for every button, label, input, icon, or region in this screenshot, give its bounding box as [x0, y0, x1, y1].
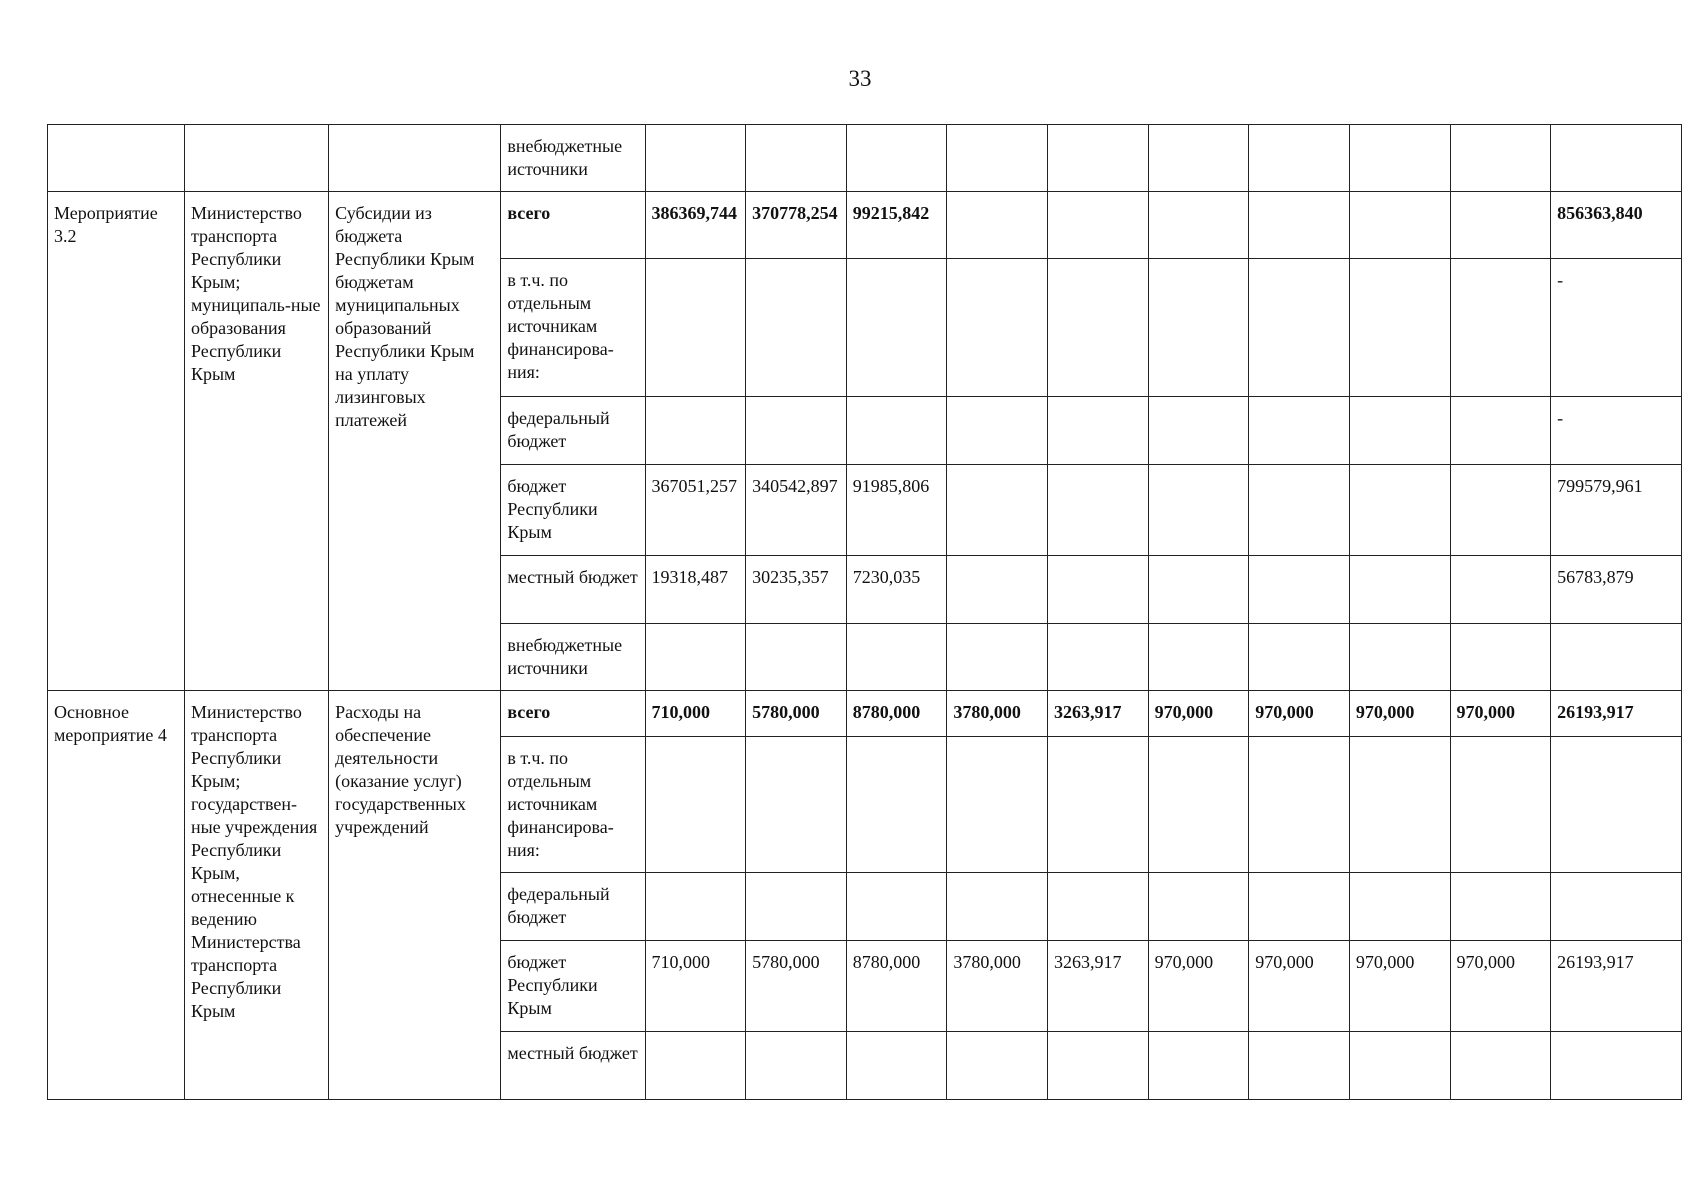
value-cell: 3263,917 [1048, 691, 1149, 737]
financing-table [47, 124, 1682, 1100]
value-cell: 3780,000 [947, 941, 1048, 1032]
source-label: местный бюджет [501, 1032, 645, 1100]
sum-cell: - [1551, 397, 1682, 465]
value-cell: 970,000 [1249, 941, 1350, 1032]
sum-cell: 856363,840 [1551, 192, 1682, 259]
sum-cell: 26193,917 [1551, 941, 1682, 1032]
table-row [48, 125, 1682, 192]
value-cell: 710,000 [645, 941, 746, 1032]
page-number: 33 [848, 66, 872, 91]
source-label: внебюджетные источники [501, 125, 645, 192]
source-label: федеральный бюджет [501, 873, 645, 941]
value-cell: 5780,000 [746, 691, 847, 737]
cell [48, 125, 185, 192]
value-cell: 970,000 [1349, 691, 1450, 737]
table-row [48, 691, 1682, 737]
value-cell: 99215,842 [846, 192, 947, 259]
activity-description: Расходы на обеспечение деятельности (оказание услуг) государственных учреждений [329, 691, 501, 1100]
activity-name: Мероприятие 3.2 [48, 192, 185, 691]
sum-cell: 799579,961 [1551, 465, 1682, 556]
sum-cell: - [1551, 259, 1682, 397]
value-cell: 386369,744 [645, 192, 746, 259]
value-cell: 970,000 [1349, 941, 1450, 1032]
value-cell: 970,000 [1249, 691, 1350, 737]
value-cell: 8780,000 [846, 691, 947, 737]
source-label: всего [501, 691, 645, 737]
sum-cell: 26193,917 [1551, 691, 1682, 737]
table-row [48, 192, 1682, 259]
sum-cell: 56783,879 [1551, 556, 1682, 624]
value-cell: 710,000 [645, 691, 746, 737]
source-label: в т.ч. по отдельным источникам финансирова-ния: [501, 737, 645, 873]
value-cell: 970,000 [1148, 691, 1249, 737]
activity-name: Основное мероприятие 4 [48, 691, 185, 1100]
value-cell: 19318,487 [645, 556, 746, 624]
source-label: в т.ч. по отдельным источникам финансирова-ния: [501, 259, 645, 397]
value-cell: 5780,000 [746, 941, 847, 1032]
source-label: внебюджетные источники [501, 624, 645, 691]
value-cell: 970,000 [1450, 941, 1551, 1032]
value-cell: 340542,897 [746, 465, 847, 556]
value-cell: 370778,254 [746, 192, 847, 259]
source-label: федеральный бюджет [501, 397, 645, 465]
value-cell: 970,000 [1148, 941, 1249, 1032]
cell [329, 125, 501, 192]
source-label: бюджет Республики Крым [501, 465, 645, 556]
value-cell: 8780,000 [846, 941, 947, 1032]
value-cell: 3263,917 [1048, 941, 1149, 1032]
source-label: всего [501, 192, 645, 259]
value-cell: 367051,257 [645, 465, 746, 556]
source-label: бюджет Республики Крым [501, 941, 645, 1032]
activity-description: Субсидии из бюджета Республики Крым бюджетам муниципальных образований Республики Крым на уплату лизинговых платежей [329, 192, 501, 691]
source-label: местный бюджет [501, 556, 645, 624]
value-cell: 30235,357 [746, 556, 847, 624]
value-cell: 3780,000 [947, 691, 1048, 737]
activity-executor: Министерство транспорта Республики Крым; государствен-ные учреждения Республики Крым, отнесенные к ведению Министерства транспорта Республики Крым [184, 691, 328, 1100]
value-cell: 91985,806 [846, 465, 947, 556]
cell [184, 125, 328, 192]
value-cell: 970,000 [1450, 691, 1551, 737]
value-cell: 7230,035 [846, 556, 947, 624]
activity-executor: Министерство транспорта Республики Крым; муниципаль-ные образования Республики Крым [184, 192, 328, 691]
